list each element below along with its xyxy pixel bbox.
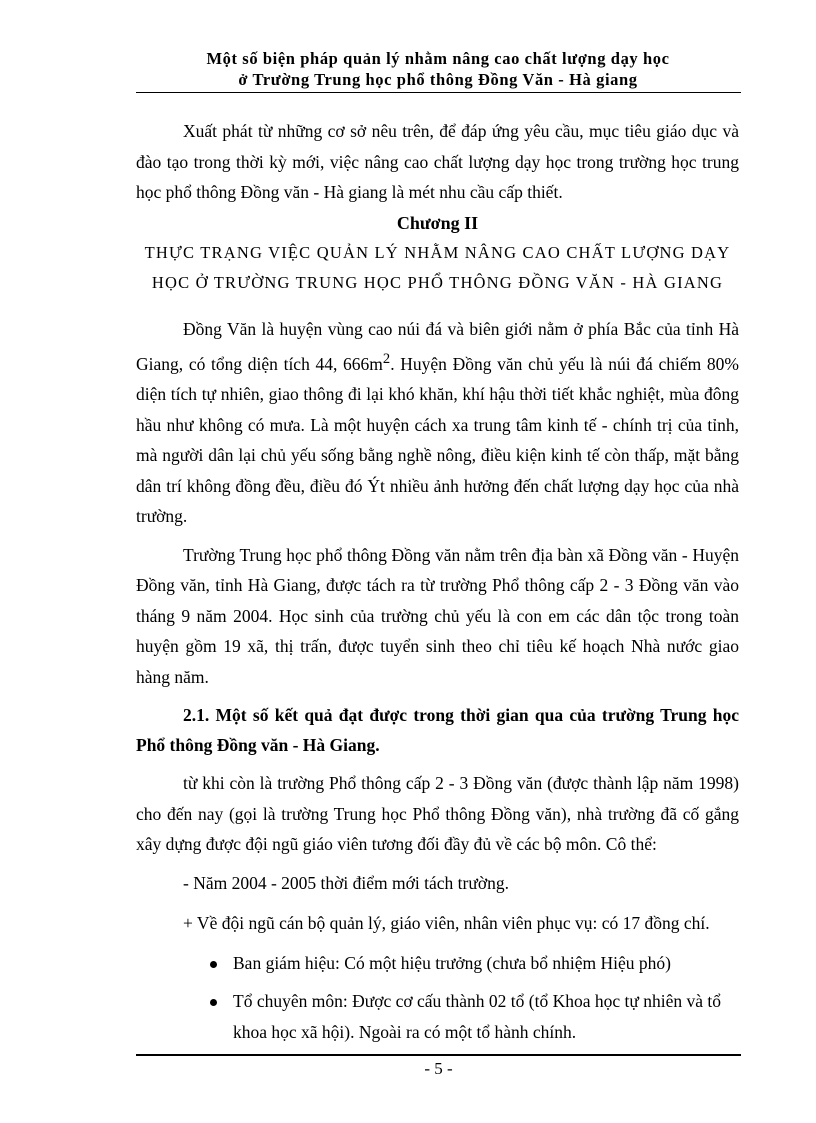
bullet-text: Tổ chuyên môn: Được cơ cấu thành 02 tổ (tổ Khoa học tự nhiên và tổ khoa học xã hội). Ngoài ra có một tổ hành chính. (233, 991, 721, 1042)
bullet-item (136, 986, 739, 1047)
school-paragraph: Trường Trung học phổ thông Đồng văn nằm trên địa bàn xã Đồng văn - Huyện Đồng văn, tỉnh Hà Giang, được tách ra từ trường Phổ thông cấp 2 - 3 Đồng văn vào tháng 9 năm 2004. Học sinh của trường chủ yếu là con em các dân tộc trong toàn huyện gồm 19 xã, thị trấn, được tuyển sinh theo chỉ tiêu kế hoạch Nhà nước giao hàng năm. (136, 544, 739, 687)
history-paragraph: từ khi còn là trường Phổ thông cấp 2 - 3 Đồng văn (được thành lập năm 1998) cho đến nay (gọi là trường Trung học Phổ thông Đồng văn), nhà trường đã cố gắng xây dựng được đội ngũ giáo viên tương đối đầy đủ về các bộ môn. Cô thể: (136, 773, 739, 855)
district-paragraph (136, 314, 739, 532)
chapter-title: Chương II (396, 212, 479, 233)
header-line-1: Một số biện pháp quản lý nhằm nâng cao chất lượng dạy học (206, 49, 670, 68)
header-rule (136, 92, 741, 93)
bullet-text: Ban giám hiệu: Có một hiệu trưởng (chưa bổ nhiệm Hiệu phó) (233, 952, 671, 973)
district-text-part-2: . Huyện Đồng văn chủ yếu là núi đá chiếm 80% diện tích tự nhiên, giao thông đi lại khó khăn, khí hậu thời tiết khắc nghiệt, mùa đông hầu như không có mưa. Là một huyện cách xa trung tâm kinh tế - chính trị của tỉnh, mà người dân lại chủ yếu sống bằng nghề nông, điều kiện kinh tế còn thấp, mặt bằng dân trí không đồng đều, điều đó Ýt nhiều ảnh hưởng đến chất lượng dạy học của nhà trường. (136, 353, 739, 527)
header-line-2: ở Trường Trung học phổ thông Đồng Văn - Hà giang (238, 70, 638, 89)
footer-rule (136, 1054, 741, 1056)
bullet-item (136, 948, 739, 979)
page-number: - 5 - (424, 1059, 453, 1078)
staff-line: + Về đội ngũ cán bộ quản lý, giáo viên, nhân viên phục vụ: có 17 đồng chí. (183, 912, 710, 933)
superscript-2: 2 (382, 351, 391, 367)
bullet-icon (210, 999, 217, 1006)
district-text-part-1: Đồng Văn là huyện vùng cao núi đá và biên giới nằm ở phía Bắc của tỉnh Hà Giang, có tổng diện tích 44, 666m (136, 318, 739, 374)
bullet-list (136, 948, 739, 1048)
intro-paragraph: Xuất phát từ những cơ sở nêu trên, để đáp ứng yêu cầu, mục tiêu giáo dục và đào tạo trong thời kỳ mới, việc nâng cao chất lượng dạy học trong trường học trung học phổ thông Đồng văn - Hà giang là mét nhu cầu cấp thiết. (136, 121, 739, 202)
running-header (136, 48, 740, 90)
page-body (136, 116, 739, 1055)
bullet-icon (210, 961, 217, 968)
section-heading: 2.1. Một số kết quả đạt được trong thời gian qua của trường Trung học Phổ thông Đồng văn - Hà Giang. (136, 705, 739, 756)
year-line: - Năm 2004 - 2005 thời điểm mới tách trường. (183, 872, 509, 893)
chapter-subtitle: THỰC TRẠNG VIỆC QUẢN LÝ NHẰM NÂNG CAO CHẤT LƯỢNG DẠY HỌC Ở TRƯỜNG TRUNG HỌC PHỔ THÔNG ĐỒNG VĂN - HÀ GIANG (144, 242, 731, 292)
